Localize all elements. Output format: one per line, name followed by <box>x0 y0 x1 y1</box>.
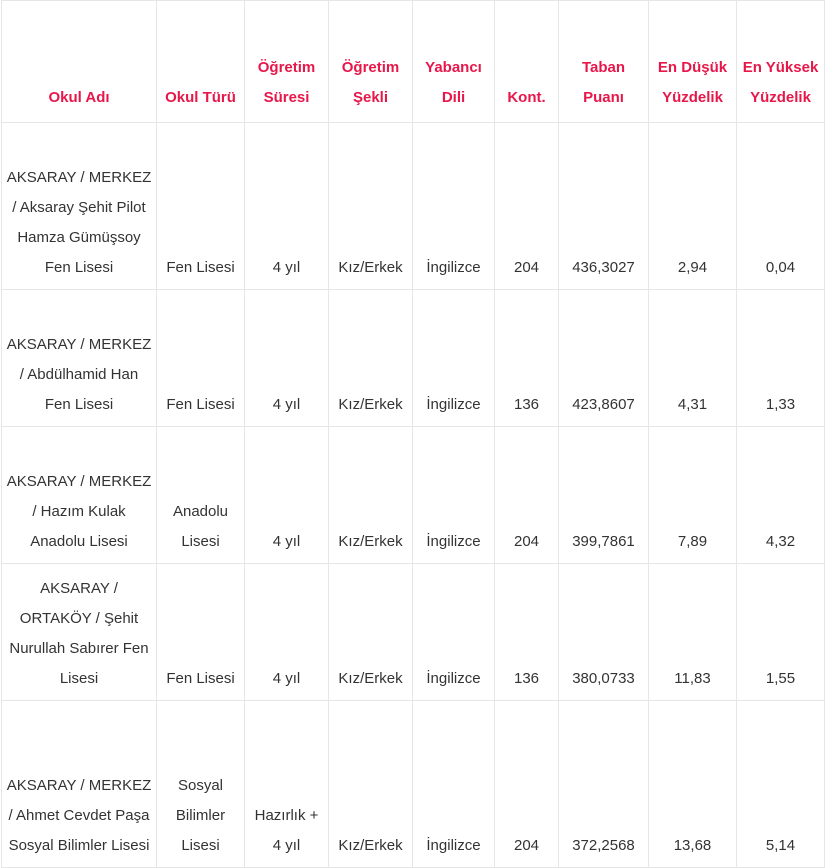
cell-okul-adi: AKSARAY / MERKEZ / Hazım Kulak Anadolu Lisesi <box>2 427 157 564</box>
table-row <box>2 701 825 868</box>
cell-ogretim-suresi: Hazırlık + 4 yıl <box>245 701 329 868</box>
cell-yabanci-dili: İngilizce <box>413 290 495 427</box>
cell-en-yuksek-yuzdelik: 1,33 <box>737 290 825 427</box>
cell-en-dusuk-yuzdelik: 11,83 <box>649 564 737 701</box>
cell-okul-turu: Anadolu Lisesi <box>157 427 245 564</box>
table-row <box>2 123 825 290</box>
cell-en-dusuk-yuzdelik: 4,31 <box>649 290 737 427</box>
cell-okul-adi: AKSARAY / MERKEZ / Aksaray Şehit Pilot Hamza Gümüşsoy Fen Lisesi <box>2 123 157 290</box>
cell-okul-turu: Fen Lisesi <box>157 564 245 701</box>
header-ogretim-sekli: Öğretim Şekli <box>329 1 413 123</box>
cell-okul-turu: Fen Lisesi <box>157 123 245 290</box>
cell-yabanci-dili: İngilizce <box>413 564 495 701</box>
cell-taban-puani: 423,8607 <box>559 290 649 427</box>
school-table <box>1 0 825 868</box>
table-row <box>2 427 825 564</box>
header-yabanci-dili: Yabancı Dili <box>413 1 495 123</box>
cell-okul-adi: AKSARAY / ORTAKÖY / Şehit Nurullah Sabırer Fen Lisesi <box>2 564 157 701</box>
cell-en-yuksek-yuzdelik: 1,55 <box>737 564 825 701</box>
cell-kont: 136 <box>495 564 559 701</box>
cell-okul-turu: Fen Lisesi <box>157 290 245 427</box>
header-row <box>2 1 825 123</box>
cell-okul-adi: AKSARAY / MERKEZ / Ahmet Cevdet Paşa Sosyal Bilimler Lisesi <box>2 701 157 868</box>
cell-en-dusuk-yuzdelik: 7,89 <box>649 427 737 564</box>
header-okul-turu: Okul Türü <box>157 1 245 123</box>
cell-ogretim-sekli: Kız/Erkek <box>329 564 413 701</box>
cell-taban-puani: 399,7861 <box>559 427 649 564</box>
cell-en-dusuk-yuzdelik: 13,68 <box>649 701 737 868</box>
cell-en-dusuk-yuzdelik: 2,94 <box>649 123 737 290</box>
cell-taban-puani: 372,2568 <box>559 701 649 868</box>
header-en-dusuk-yuzdelik: En Düşük Yüzdelik <box>649 1 737 123</box>
table-row <box>2 564 825 701</box>
header-kont: Kont. <box>495 1 559 123</box>
cell-ogretim-sekli: Kız/Erkek <box>329 290 413 427</box>
header-ogretim-suresi: Öğretim Süresi <box>245 1 329 123</box>
cell-kont: 204 <box>495 701 559 868</box>
cell-yabanci-dili: İngilizce <box>413 427 495 564</box>
cell-kont: 204 <box>495 123 559 290</box>
cell-en-yuksek-yuzdelik: 4,32 <box>737 427 825 564</box>
cell-kont: 136 <box>495 290 559 427</box>
table-row <box>2 290 825 427</box>
header-en-yuksek-yuzdelik: En Yüksek Yüzdelik <box>737 1 825 123</box>
cell-en-yuksek-yuzdelik: 5,14 <box>737 701 825 868</box>
cell-ogretim-sekli: Kız/Erkek <box>329 701 413 868</box>
cell-kont: 204 <box>495 427 559 564</box>
header-taban-puani: Taban Puanı <box>559 1 649 123</box>
cell-okul-turu: Sosyal Bilimler Lisesi <box>157 701 245 868</box>
cell-ogretim-suresi: 4 yıl <box>245 290 329 427</box>
cell-ogretim-suresi: 4 yıl <box>245 427 329 564</box>
header-okul-adi: Okul Adı <box>2 1 157 123</box>
cell-taban-puani: 436,3027 <box>559 123 649 290</box>
cell-taban-puani: 380,0733 <box>559 564 649 701</box>
cell-ogretim-suresi: 4 yıl <box>245 564 329 701</box>
cell-ogretim-sekli: Kız/Erkek <box>329 123 413 290</box>
cell-ogretim-suresi: 4 yıl <box>245 123 329 290</box>
cell-yabanci-dili: İngilizce <box>413 701 495 868</box>
cell-ogretim-sekli: Kız/Erkek <box>329 427 413 564</box>
cell-yabanci-dili: İngilizce <box>413 123 495 290</box>
cell-en-yuksek-yuzdelik: 0,04 <box>737 123 825 290</box>
cell-okul-adi: AKSARAY / MERKEZ / Abdülhamid Han Fen Lisesi <box>2 290 157 427</box>
